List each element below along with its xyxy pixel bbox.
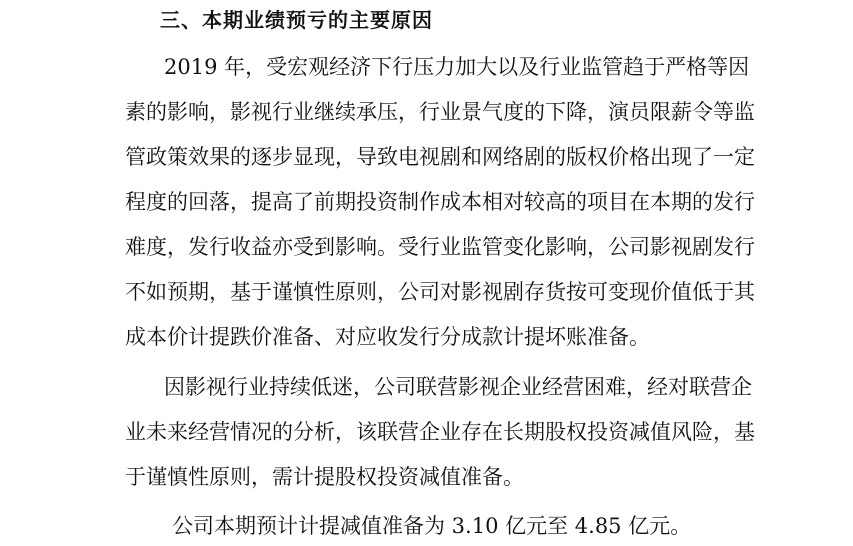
paragraph-line: 素的影响，影视行业继续承压，行业景气度的下降，演员限薪令等监 [125,100,755,124]
paragraph-line: 难度，发行收益亦受到影响。受行业监管变化影响，公司影视剧发行 [125,235,755,259]
paragraph-line: 公司本期预计计提减值准备为 3.10 亿元至 4.85 亿元。 [172,514,692,538]
paragraph-line: 于谨慎性原则，需计提股权投资减值准备。 [125,465,524,489]
section-heading: 三、本期业绩预亏的主要原因 [160,8,433,32]
paragraph-line: 管政策效果的逐步显现，导致电视剧和网络剧的版权价格出现了一定 [125,145,755,169]
paragraph-line: 因影视行业持续低迷，公司联营影视企业经营困难，经对联营企 [164,375,752,399]
paragraph-line: 业未来经营情况的分析，该联营企业存在长期股权投资减值风险，基 [125,420,755,444]
paragraph-line: 程度的回落，提高了前期投资制作成本相对较高的项目在本期的发行 [125,190,755,214]
paragraph-line: 成本价计提跌价准备、对应收发行分成款计提坏账准备。 [125,325,650,349]
paragraph-line: 2019 年，受宏观经济下行压力加大以及行业监管趋于严格等因 [164,55,750,79]
paragraph-line: 不如预期，基于谨慎性原则，公司对影视剧存货按可变现价值低于其 [125,280,755,304]
